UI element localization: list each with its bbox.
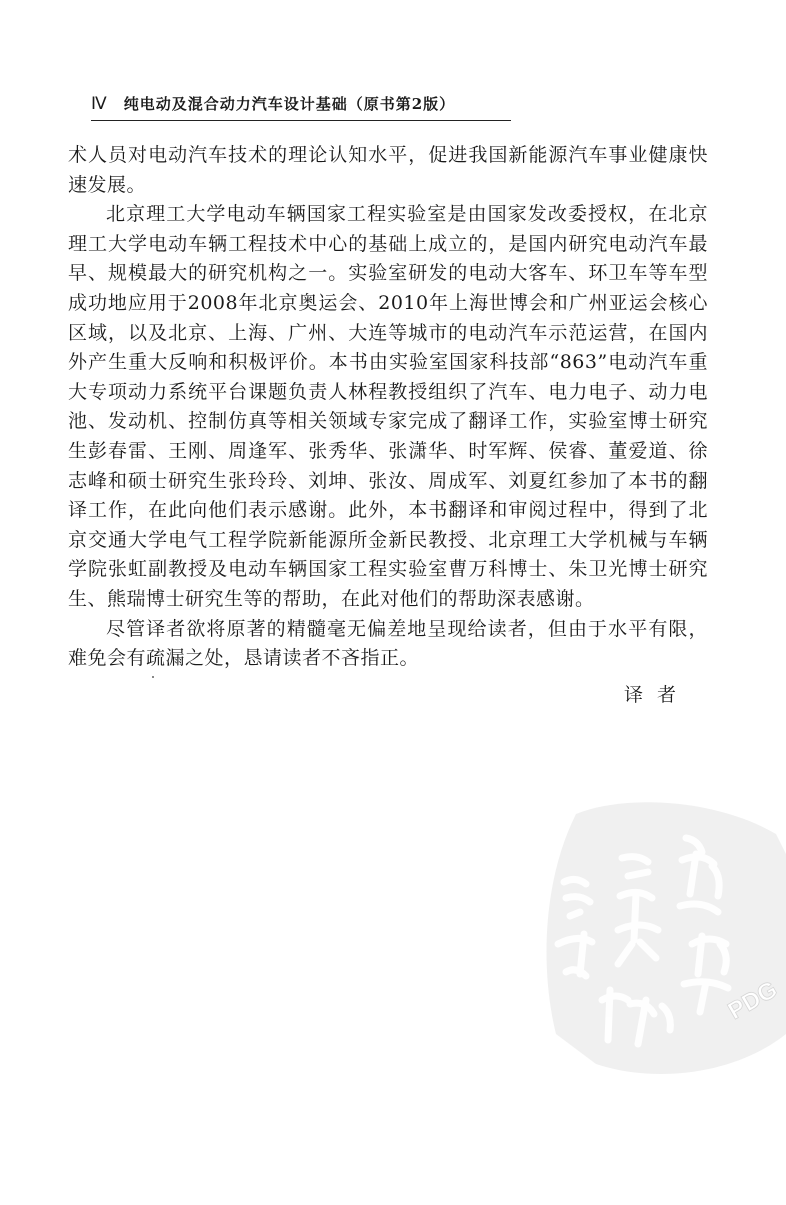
paragraph-closing-note: 尽管译者欲将原著的精髓毫无偏差地呈现给读者，但由于水平有限，难免会有疏漏之处，恳请读者不吝指正。 [68, 617, 708, 670]
page-number: Ⅳ [91, 94, 108, 113]
body-text [68, 141, 708, 674]
paragraph-lab-introduction: 北京理工大学电动车辆国家工程实验室是由国家发改委授权，在北京理工大学电动车辆工程技术中心的基础上成立的，是国内研究电动汽车最早、规模最大的研究机构之一。实验室研发的电动大客车、环卫车等车型成功地应用于2008年北京奥运会、2010年上海世博会和广州亚运会核心区域，以及北京、上海、广州、大连等城市的电动汽车示范运营，在国内外产生重大反响和积极评价。本书由实验室国家科技部“863”电动汽车重大专项动力系统平台课题负责人林程教授组织了汽车、电力电子、动力电池、发动机、控制仿真等相关领域专家完成了翻译工作，实验室博士研究生彭春雷、王刚、周逢军、张秀华、张潇华、时军辉、侯睿、董爱道、徐志峰和硕士研究生张玲玲、刘坤、张汝、周成军、刘夏红参加了本书的翻译工作，在此向他们表示感谢。此外，本书翻译和审阅过程中，得到了北京交通大学电气工程学院新能源所金新民教授、北京理工大学机械与车辆学院张虹副教授及电动车辆国家工程实验室曹万科博士、朱卫光博士研究生、熊瑞博士研究生等的帮助，在此对他们的帮助深表感谢。 [68, 203, 708, 610]
running-header [91, 90, 511, 121]
translator-signature: 译者 [623, 684, 690, 706]
watermark-text: PDG [723, 975, 783, 1026]
paragraph-continuation: 术人员对电动汽车技术的理论认知水平，促进我国新能源汽车事业健康快速发展。 [68, 144, 708, 196]
scan-speck [152, 676, 154, 678]
pdg-watermark-seal [536, 794, 786, 1084]
book-title: 纯电动及混合动力汽车设计基础（原书第2版） [123, 95, 456, 113]
